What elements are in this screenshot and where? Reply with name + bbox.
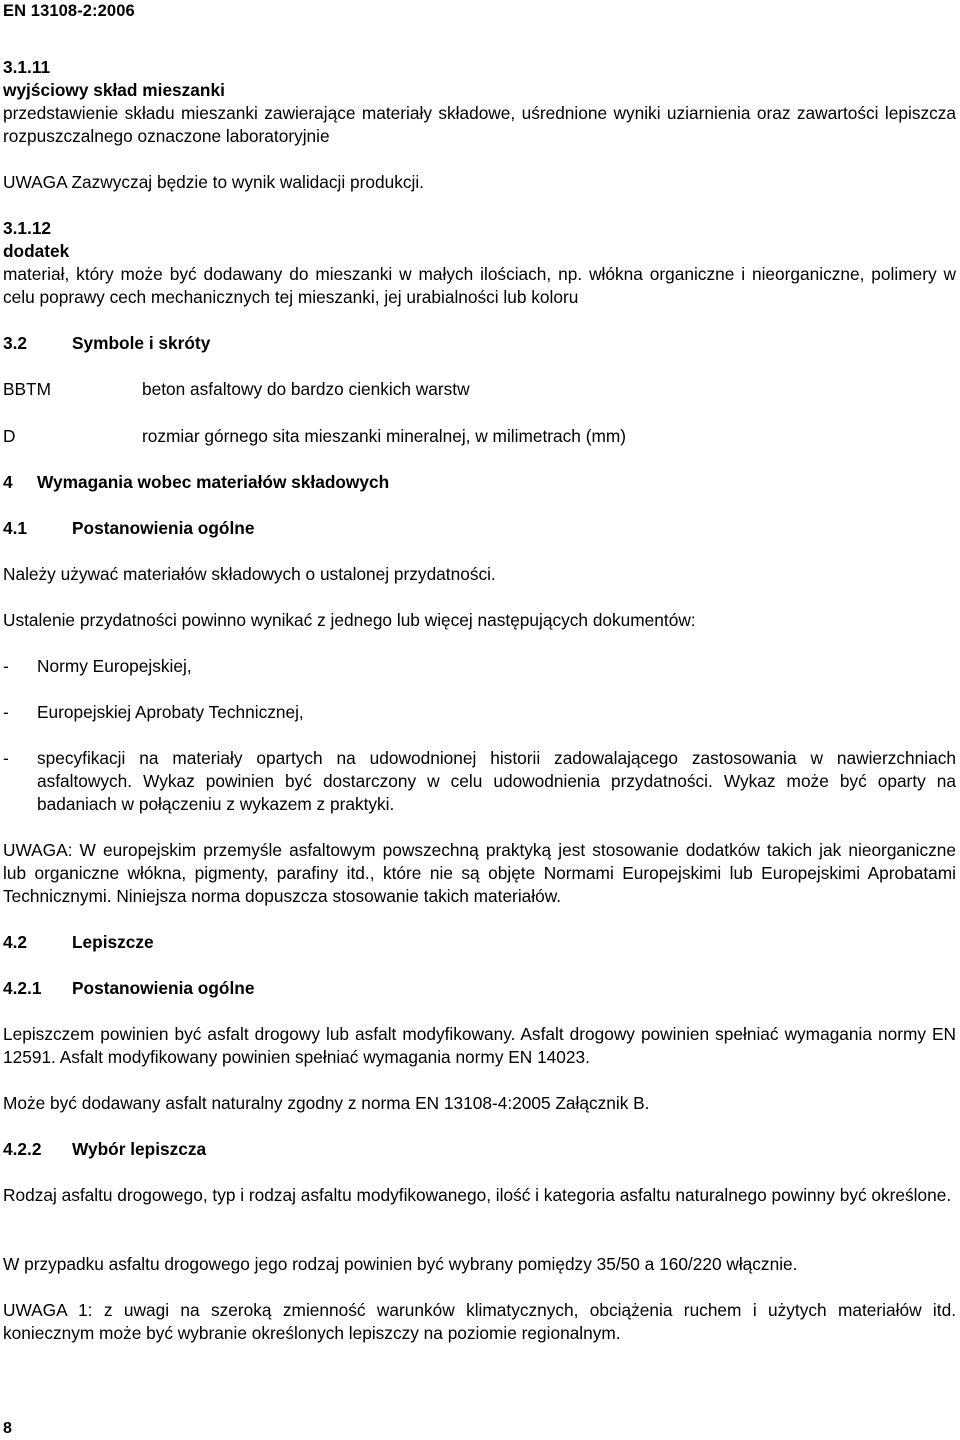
paragraph: Rodzaj asfaltu drogowego, typ i rodzaj asfaltu modyfikowanego, ilość i kategoria asfaltu naturalnego powinny być określone.	[3, 1185, 952, 1205]
section-heading-4-2-1	[3, 977, 956, 1000]
section-title: Wybór lepiszcza	[72, 1139, 207, 1159]
section-heading-4	[3, 471, 956, 494]
list-dash: -	[3, 656, 9, 676]
paragraph: Lepiszczem powinien być asfalt drogowy lub asfalt modyfikowany. Asfalt drogowy powinien spełniać wymagania normy EN 12591. Asfalt modyfikowany powinien spełniać wymagania normy EN 14023.	[3, 1024, 956, 1067]
definition-text: materiał, który może być dodawany do mieszanki w małych ilościach, np. włókna organiczne i nieorganiczne, polimery w celu poprawy cech mechanicznych tej mieszanki, jej urabialności lub koloru	[3, 264, 956, 307]
symbol-definition: beton asfaltowy do bardzo cienkich warstw	[142, 379, 470, 399]
section-heading-4-2-2	[3, 1138, 956, 1161]
symbol-term: D	[3, 426, 16, 446]
section-number: 4.1	[3, 518, 28, 538]
symbol-definition: rozmiar górnego sita mieszanki mineralnej, w milimetrach (mm)	[142, 426, 627, 446]
list-item: Normy Europejskiej,	[37, 656, 192, 676]
note: UWAGA 1: z uwagi na szeroką zmienność warunków klimatycznych, obciążenia ruchem i użytych materiałów itd. koniecznym może być wybranie określonych lepiszczy na poziomie regionalnym.	[3, 1300, 956, 1343]
section-number: 4.2	[3, 932, 28, 952]
list-item: specyfikacji na materiały opartych na udowodnionej historii zadowalającego zastosowania w nawierzchniach asfaltowych. Wykaz powinien być dostarczony w celu udowodnienia przydatności. Wykaz może być oparty na badaniach w połączeniu z wykazem z praktyki.	[37, 748, 956, 814]
section-heading-4-1	[3, 517, 956, 540]
section-heading-3-2	[3, 332, 956, 355]
paragraph: W przypadku asfaltu drogowego jego rodzaj powinien być wybrany pomiędzy 35/50 a 160/220 włącznie.	[3, 1254, 798, 1274]
page-number: 8	[3, 1420, 12, 1437]
definition-number: 3.1.12	[3, 218, 52, 238]
section-title: Wymagania wobec materiałów składowych	[37, 472, 390, 492]
section-number: 3.2	[3, 333, 28, 353]
definition-term: dodatek	[3, 241, 70, 261]
section-number: 4.2.1	[3, 978, 42, 998]
note: UWAGA: W europejskim przemyśle asfaltowym powszechną praktyką jest stosowanie dodatków takich jak nieorganiczne lub organiczne włókna, pigmenty, parafiny itd., które nie są objęte Normami Europejskimi lub Europejskimi Aprobatami Technicznymi. Niniejsza norma dopuszcza stosowanie takich materiałów.	[3, 840, 956, 906]
document-id-header: EN 13108-2:2006	[3, 2, 135, 20]
list-dash: -	[3, 748, 9, 768]
definition-text: przedstawienie składu mieszanki zawierające materiały składowe, uśrednione wyniki uziarnienia oraz zawartości lepiszcza rozpuszczalnego oznaczone laboratoryjnie	[3, 103, 956, 146]
section-title: Postanowienia ogólne	[72, 978, 255, 998]
list-dash: -	[3, 702, 9, 722]
definition-term: wyjściowy skład mieszanki	[3, 80, 225, 100]
section-title: Postanowienia ogólne	[72, 518, 255, 538]
section-number: 4	[3, 472, 13, 492]
section-number: 4.2.2	[3, 1139, 42, 1159]
list-item: Europejskiej Aprobaty Technicznej,	[37, 702, 304, 722]
symbol-term: BBTM	[3, 379, 52, 399]
paragraph: Ustalenie przydatności powinno wynikać z jednego lub więcej następujących dokumentów:	[3, 610, 696, 630]
paragraph: Może być dodawany asfalt naturalny zgodny z norma EN 13108-4:2005 Załącznik B.	[3, 1093, 650, 1113]
paragraph: Należy używać materiałów składowych o ustalonej przydatności.	[3, 564, 496, 584]
section-heading-4-2	[3, 931, 956, 954]
section-title: Lepiszcze	[72, 932, 154, 952]
definition-number: 3.1.11	[3, 57, 51, 77]
section-title: Symbole i skróty	[72, 333, 211, 353]
definition-note: UWAGA Zazwyczaj będzie to wynik walidacji produkcji.	[3, 172, 424, 192]
